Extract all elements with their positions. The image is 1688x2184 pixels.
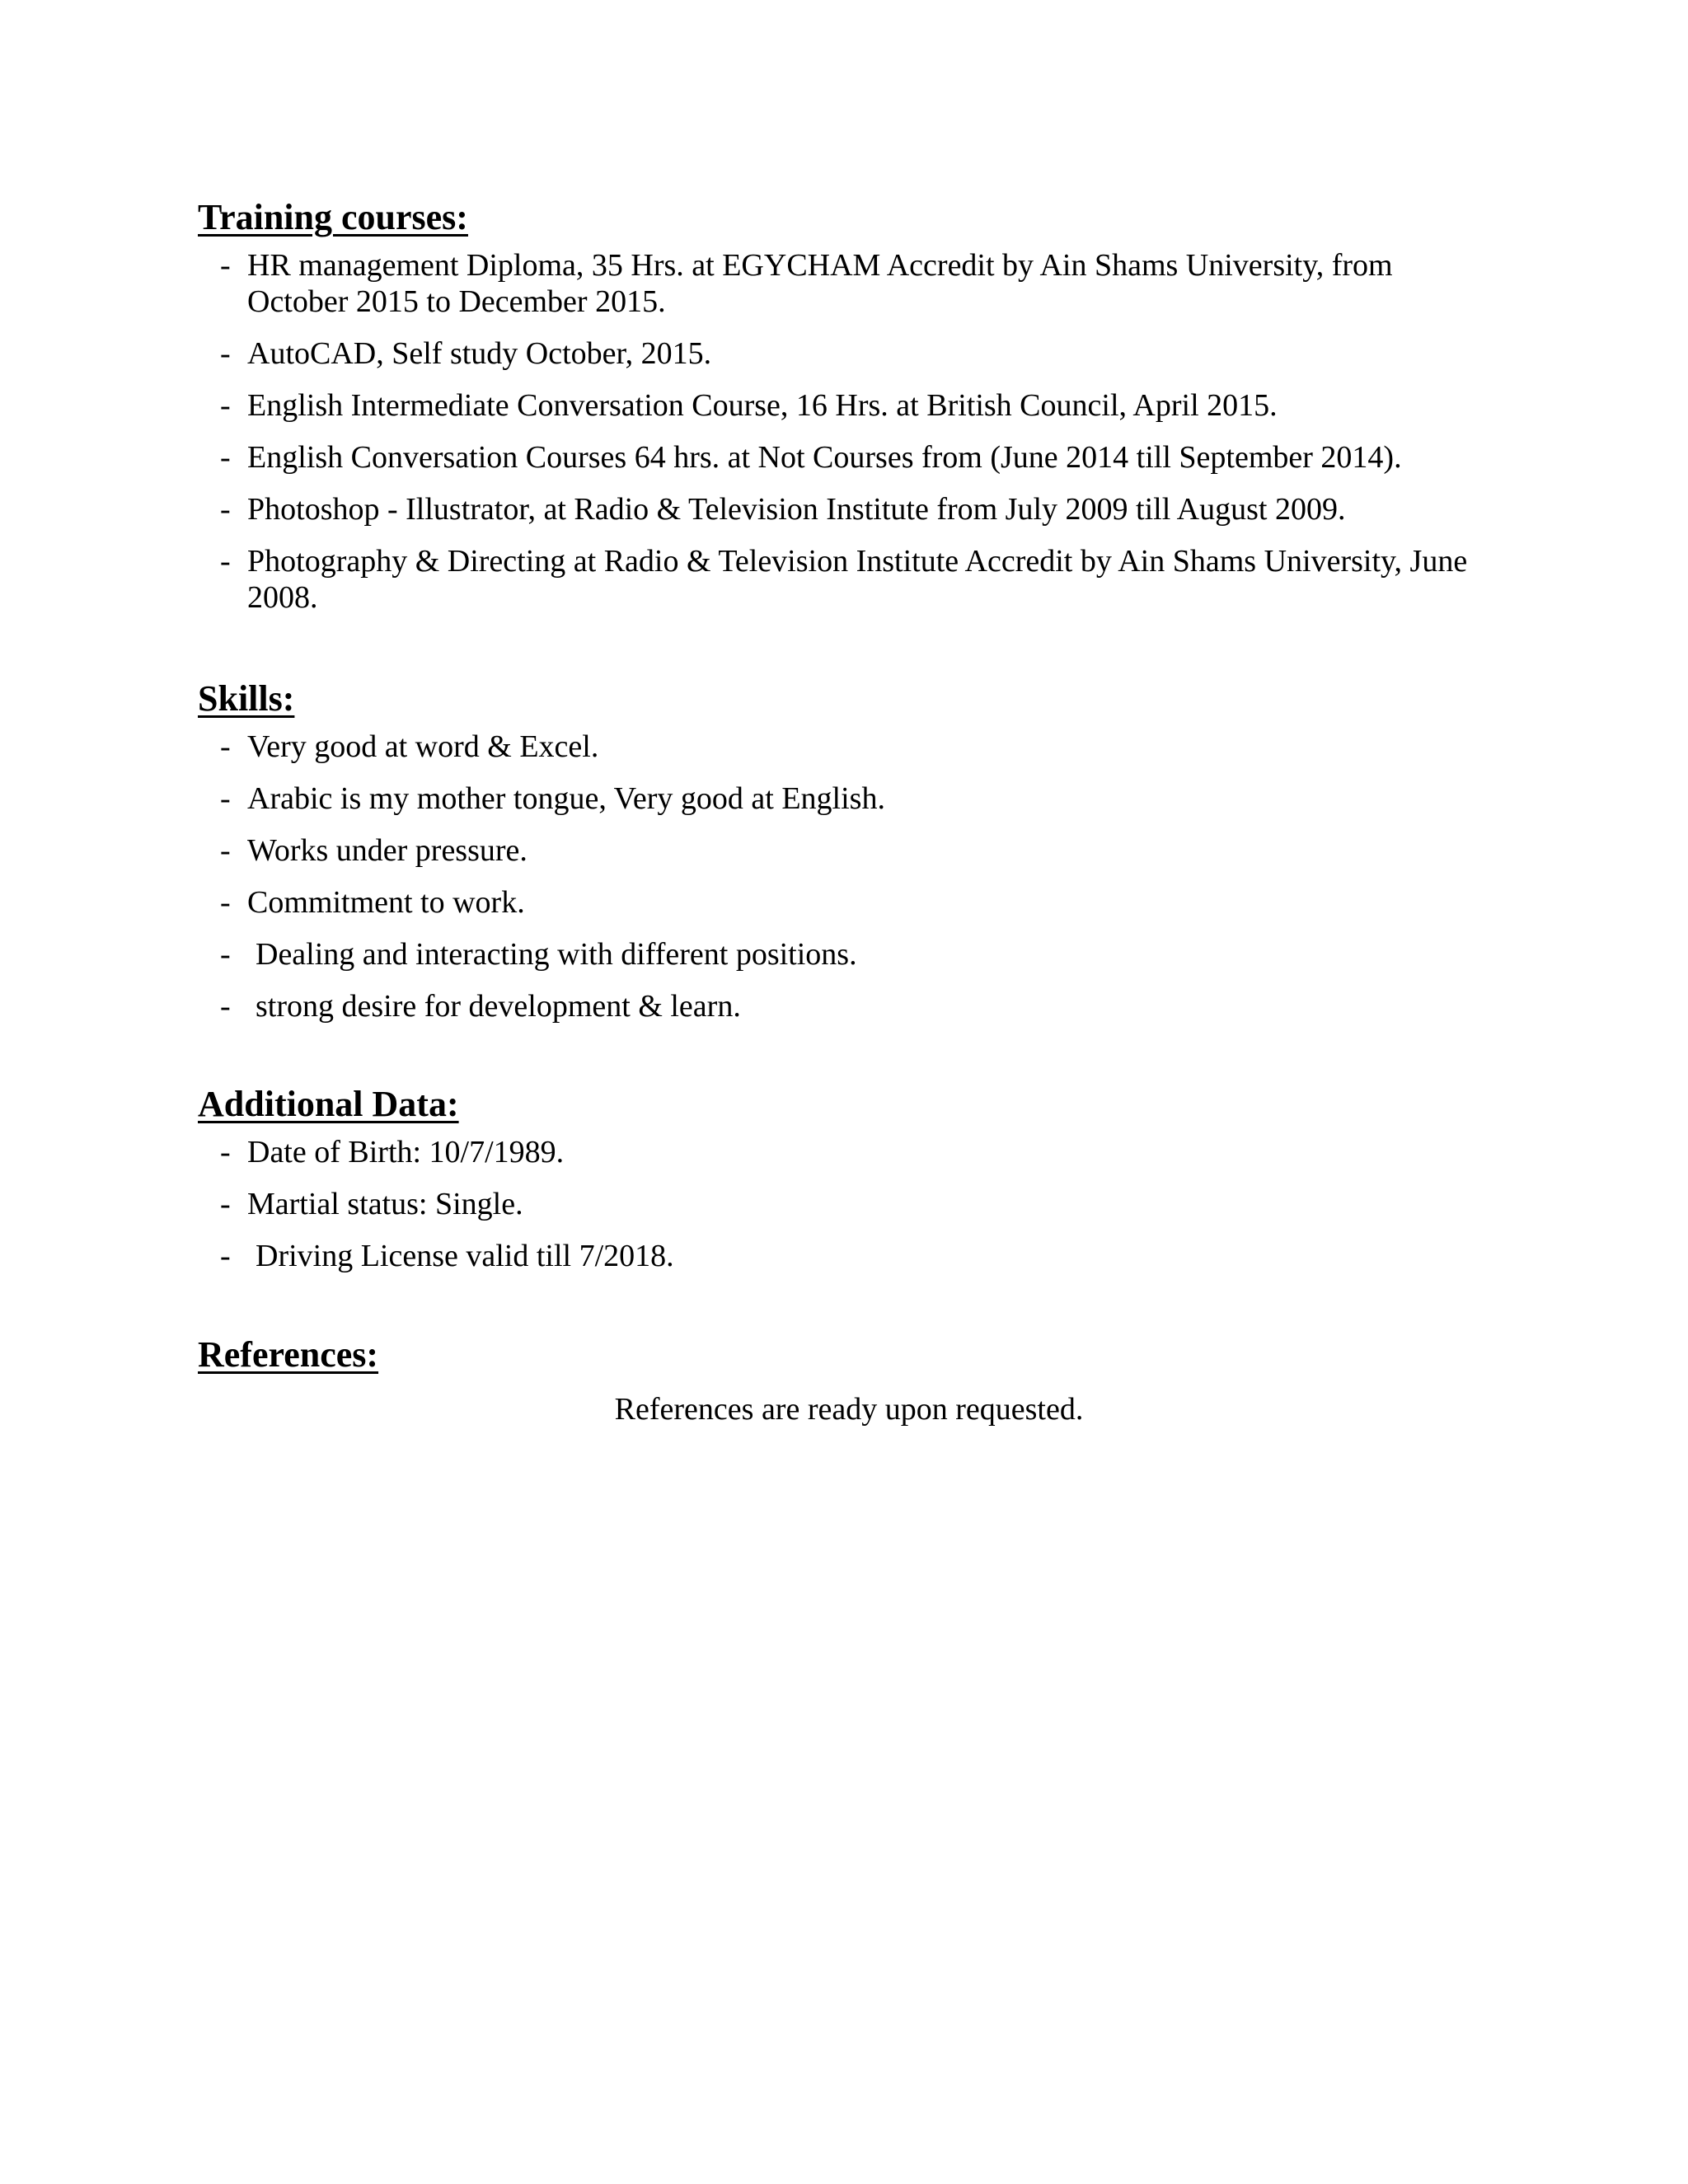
list-item — [198, 729, 1500, 765]
skills-list — [198, 729, 1500, 1024]
dash-bullet: - — [220, 1135, 231, 1169]
list-item-text: Dealing and interacting with different positions. — [256, 937, 857, 972]
dash-bullet: - — [220, 989, 231, 1024]
skills-section — [198, 677, 1500, 1040]
list-item-text: AutoCAD, Self study October, 2015. — [247, 336, 712, 371]
additional-data-section — [198, 1083, 1500, 1290]
skills-heading: Skills: — [198, 678, 295, 719]
list-item — [198, 335, 1500, 372]
list-item-text: Martial status: Single. — [247, 1187, 523, 1221]
list-item — [198, 936, 1500, 972]
list-item-text: English Conversation Courses 64 hrs. at Not Courses from (June 2014 till September 2014). — [247, 440, 1402, 475]
list-item-text: Arabic is my mother tongue, Very good at English. — [247, 781, 885, 816]
list-item-text: Driving License valid till 7/2018. — [256, 1239, 674, 1273]
dash-bullet: - — [220, 729, 231, 764]
dash-bullet: - — [220, 1239, 231, 1273]
dash-bullet: - — [220, 781, 231, 816]
additional-data-list — [198, 1134, 1500, 1274]
list-item — [198, 988, 1500, 1024]
list-item-text: Works under pressure. — [247, 833, 528, 868]
list-item — [198, 832, 1500, 869]
list-item — [198, 1186, 1500, 1222]
dash-bullet: - — [220, 336, 231, 371]
dash-bullet: - — [220, 885, 231, 920]
references-note: References are ready upon requested. — [614, 1392, 1084, 1427]
list-item-text: Photography & Directing at Radio & Television Institute Accredit by Ain Shams University, June 2008. — [247, 544, 1468, 615]
dash-bullet: - — [220, 544, 231, 579]
list-item — [198, 543, 1500, 616]
additional-data-heading: Additional Data: — [198, 1084, 459, 1124]
list-item-text: Commitment to work. — [247, 885, 525, 920]
list-item-text: Date of Birth: 10/7/1989. — [247, 1135, 565, 1169]
list-item-text: English Intermediate Conversation Course, 16 Hrs. at British Council, April 2015. — [247, 388, 1278, 423]
dash-bullet: - — [220, 248, 231, 283]
list-item — [198, 247, 1500, 320]
training-courses-section — [198, 196, 1500, 631]
list-item-text: Very good at word & Excel. — [247, 729, 599, 764]
list-item — [198, 884, 1500, 921]
references-heading: References: — [198, 1334, 379, 1375]
dash-bullet: - — [220, 440, 231, 475]
list-item — [198, 439, 1500, 476]
list-item-text: strong desire for development & learn. — [256, 989, 741, 1024]
list-item — [198, 491, 1500, 527]
dash-bullet: - — [220, 833, 231, 868]
list-item — [198, 1134, 1500, 1170]
list-item-text: HR management Diploma, 35 Hrs. at EGYCHAM Accredit by Ain Shams University, from October 2015 to December 2015. — [247, 248, 1393, 319]
list-item-text: Photoshop - Illustrator, at Radio & Television Institute from July 2009 till August 2009. — [247, 492, 1346, 527]
references-section — [198, 1333, 1500, 1427]
dash-bullet: - — [220, 937, 231, 972]
list-item — [198, 1238, 1500, 1274]
training-courses-list — [198, 247, 1500, 616]
dash-bullet: - — [220, 388, 231, 423]
dash-bullet: - — [220, 1187, 231, 1221]
list-item — [198, 780, 1500, 817]
dash-bullet: - — [220, 492, 231, 527]
list-item — [198, 387, 1500, 424]
training-courses-heading: Training courses: — [198, 197, 468, 237]
